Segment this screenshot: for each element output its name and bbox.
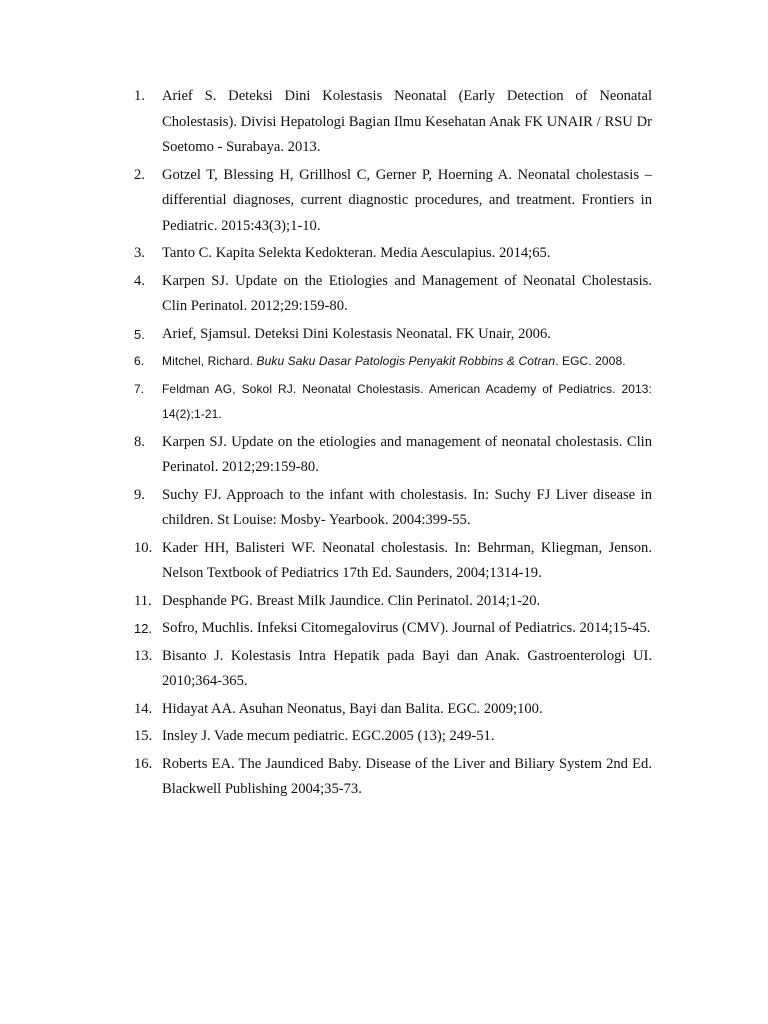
reference-item <box>134 644 652 695</box>
reference-text: Insley J. Vade mecum pediatric. EGC.2005 (13); 249-51. <box>162 728 495 744</box>
reference-text <box>162 349 652 375</box>
reference-item <box>134 697 652 723</box>
reference-item <box>134 483 652 534</box>
reference-number: 3. <box>134 245 145 261</box>
reference-text: Karpen SJ. Update on the etiologies and management of neonatal cholestasis. Clin Perinatol. 2012;29:159-80. <box>162 433 652 475</box>
reference-text: Sofro, Muchlis. Infeksi Citomegalovirus (CMV). Journal of Pediatrics. 2014;15-45. <box>162 620 651 636</box>
reference-number: 11. <box>134 592 152 609</box>
reference-item <box>134 84 652 161</box>
reference-text: Karpen SJ. Update on the Etiologies and Management of Neonatal Cholestasis. Clin Perinatol. 2012;29:159-80. <box>162 272 652 314</box>
reference-text: Gotzel T, Blessing H, Grillhosl C, Gerner P, Hoerning A. Neonatal cholestasis – differential diagnoses, current diagnostic procedures, and treatment. Frontiers in Pediatric. 2015:43(3);1-10. <box>162 166 652 234</box>
reference-item <box>134 349 652 375</box>
reference-item <box>134 724 652 750</box>
reference-text: Arief, Sjamsul. Deteksi Dini Kolestasis Neonatal. FK Unair, 2006. <box>162 325 551 342</box>
reference-text: Roberts EA. The Jaundiced Baby. Disease of the Liver and Biliary System 2nd Ed. Blackwell Publishing 2004;35-73. <box>162 755 652 797</box>
reference-text: Feldman AG, Sokol RJ. Neonatal Cholestasis. American Academy of Pediatrics. 2013: 14(2);1-21. <box>162 381 652 421</box>
reference-item <box>134 616 652 642</box>
reference-number: 9. <box>134 486 145 503</box>
reference-item <box>134 752 652 803</box>
reference-item <box>134 430 652 481</box>
reference-book-title: Buku Saku Dasar Patologis Penyakit Robbins & Cotran <box>256 354 556 368</box>
reference-number: 1. <box>134 88 145 104</box>
reference-text: Suchy FJ. Approach to the infant with cholestasis. In: Suchy FJ Liver disease in children. St Louise: Mosby- Yearbook. 2004:399-55. <box>162 486 652 528</box>
reference-number: 12. <box>134 621 153 636</box>
reference-list <box>134 84 652 805</box>
reference-item <box>134 322 652 348</box>
reference-number: 5. <box>134 326 145 342</box>
reference-author: Mitchel, Richard. <box>162 354 257 368</box>
reference-text: Bisanto J. Kolestasis Intra Hepatik pada Bayi dan Anak. Gastroenterologi UI. 2010;364-365. <box>162 647 652 689</box>
reference-number: 8. <box>134 433 145 450</box>
reference-number: 10. <box>134 539 153 556</box>
reference-item <box>134 163 652 240</box>
reference-text: Tanto C. Kapita Selekta Kedokteran. Media Aesculapius. 2014;65. <box>162 245 551 261</box>
reference-number: 2. <box>134 166 145 183</box>
reference-number: 6. <box>134 354 145 368</box>
reference-number: 7. <box>134 381 145 396</box>
reference-publisher: . EGC. 2008. <box>555 354 626 368</box>
reference-text: Arief S. Deteksi Dini Kolestasis Neonatal (Early Detection of Neonatal Cholestasis). Divisi Hepatologi Bagian Ilmu Kesehatan Anak FK UNAIR / RSU Dr Soetomo - Surabaya. 2013. <box>162 88 652 155</box>
reference-number: 13. <box>134 647 153 664</box>
reference-number: 4. <box>134 272 145 289</box>
reference-item <box>134 536 652 587</box>
reference-number: 16. <box>134 755 153 772</box>
reference-text: Kader HH, Balisteri WF. Neonatal cholestasis. In: Behrman, Kliegman, Jenson. Nelson Textbook of Pediatrics 17th Ed. Saunders, 2004;1314-19. <box>162 539 652 581</box>
reference-item <box>134 269 652 320</box>
reference-text: Desphande PG. Breast Milk Jaundice. Clin Perinatol. 2014;1-20. <box>162 592 541 609</box>
reference-number: 15. <box>134 728 153 744</box>
reference-item <box>134 377 652 428</box>
reference-item <box>134 589 652 615</box>
reference-text: Hidayat AA. Asuhan Neonatus, Bayi dan Balita. EGC. 2009;100. <box>162 700 543 717</box>
reference-number: 14. <box>134 700 153 717</box>
reference-item <box>134 241 652 267</box>
